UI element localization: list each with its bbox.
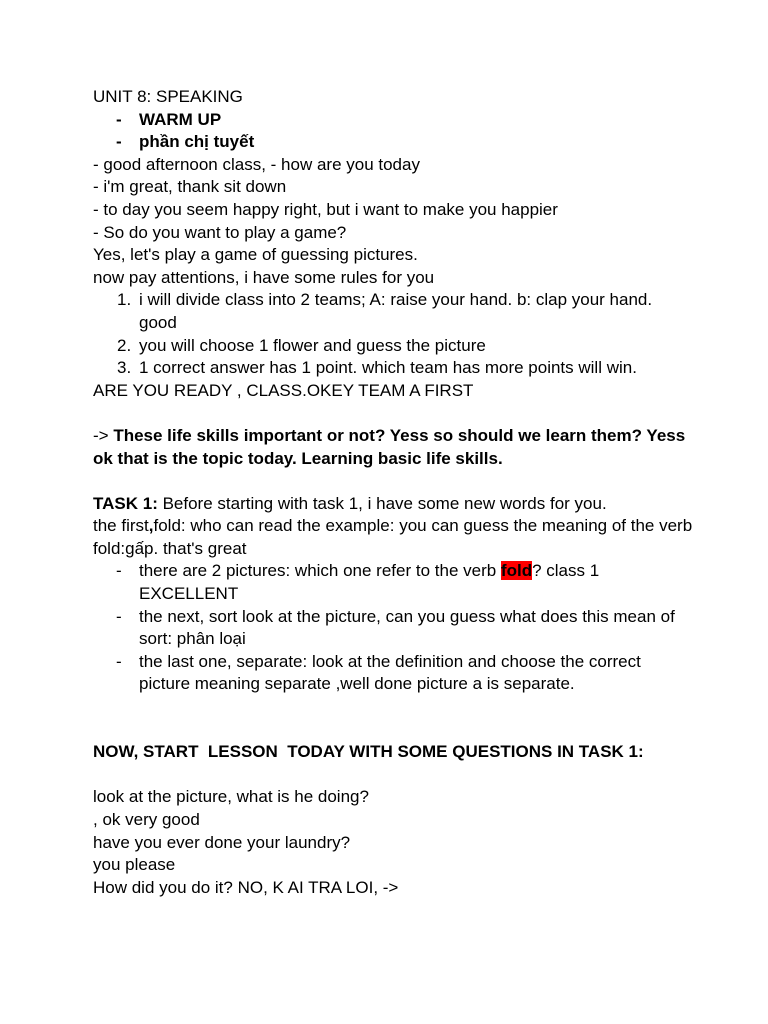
question-line: look at the picture, what is he doing?: [93, 787, 369, 807]
rule-number: 3.: [117, 358, 132, 378]
dash-marker: -: [116, 132, 122, 152]
document-title: UNIT 8: SPEAKING: [93, 87, 243, 106]
first-word-paragraph: [93, 515, 693, 560]
blank-line: [93, 402, 693, 425]
vocab-text: the last one, separate: look at the definition and choose the correct picture meaning separate ,well done picture a is separate.: [139, 651, 641, 694]
dialog-line: - good afternoon class, - how are you today: [93, 154, 420, 174]
rule-number: 1.: [117, 290, 132, 310]
first-comma: ,: [148, 516, 154, 536]
blank-line: [93, 764, 693, 787]
dash-marker: -: [116, 606, 122, 626]
warmup-label: WARM UP: [139, 109, 222, 129]
document-page: [93, 86, 693, 899]
lesson-heading: NOW, START LESSON TODAY WITH SOME QUESTIONS IN TASK 1:: [93, 742, 644, 762]
rule-item: [93, 289, 693, 334]
warmup-item: [93, 131, 693, 154]
vocab-text: the next, sort look at the picture, can you guess what does this mean of sort: phân loại: [139, 606, 675, 649]
vocab-text-after: ? class 1 EXCELLENT: [139, 561, 600, 604]
rule-text: i will divide class into 2 teams; A: raise your hand. b: clap your hand. good: [139, 290, 653, 332]
rule-text: you will choose 1 flower and guess the picture: [139, 335, 486, 355]
question-line: , ok very good: [93, 810, 200, 829]
highlighted-word: fold: [500, 561, 533, 581]
task1-label: TASK 1:: [93, 493, 158, 513]
dash-marker: -: [116, 561, 122, 581]
dialog-line: - i'm great, thank sit down: [93, 177, 287, 197]
question-line: How did you do it? NO, K AI TRA LOI, ->: [93, 877, 399, 897]
question-line: have you ever done your laundry?: [93, 832, 351, 852]
rule-number: 2.: [117, 335, 132, 355]
skills-text: These life skills important or not? Yess so should we learn them? Yess ok that is the topic today. Learning basic life skills.: [93, 425, 686, 468]
dash-marker: -: [116, 651, 122, 671]
arrow-text: ->: [93, 425, 114, 445]
rule-item: [93, 357, 693, 380]
warmup-item: [93, 109, 693, 132]
rule-item: [93, 335, 693, 358]
dialog-line: - to day you seem happy right, but i want to make you happier: [93, 199, 558, 219]
dialog-line: now pay attentions, i have some rules for you: [93, 267, 435, 287]
vocab-text-before: there are 2 pictures: which one refer to the verb: [139, 561, 501, 581]
first-text-a: the first: [93, 516, 149, 536]
dialog-line: Yes, let's play a game of guessing pictures.: [93, 245, 418, 265]
dialog-line: - So do you want to play a game?: [93, 222, 347, 242]
first-text-b: fold: who can read the example: you can guess the meaning of the verb fold:gấp. that's great: [93, 516, 693, 558]
blank-lines: [93, 696, 693, 741]
question-line: you please: [93, 855, 176, 875]
task1-intro: [93, 493, 693, 516]
task1-text: Before starting with task 1, i have some new words for you.: [157, 493, 607, 513]
vocab-item: [93, 560, 693, 605]
vocab-item: [93, 606, 693, 651]
vocab-item: [93, 651, 693, 696]
blank-line: [93, 470, 693, 493]
ready-line: ARE YOU READY , CLASS.OKEY TEAM A FIRST: [93, 380, 474, 400]
rule-text: 1 correct answer has 1 point. which team has more points will win.: [139, 358, 637, 378]
dash-marker: -: [116, 109, 122, 129]
skills-paragraph: [93, 425, 693, 470]
warmup-label: phần chị tuyết: [139, 132, 255, 152]
